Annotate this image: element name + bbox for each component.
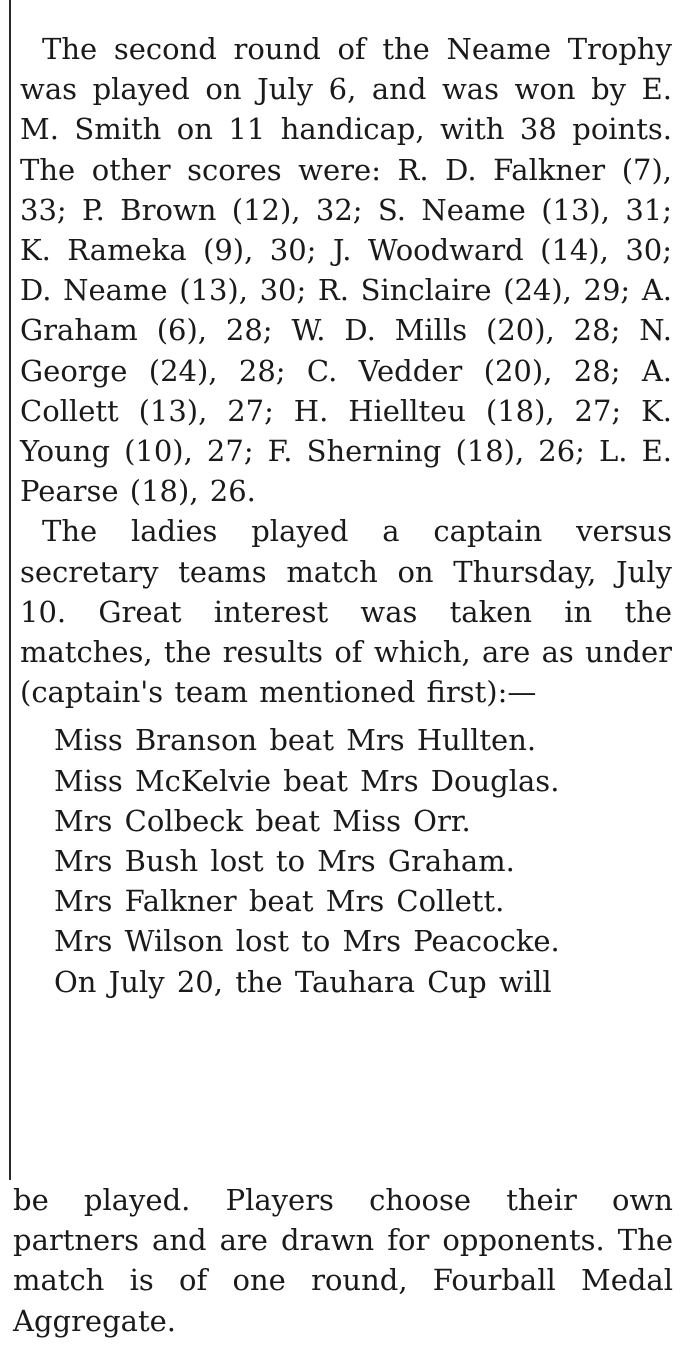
result-line: Mrs Falkner beat Mrs Collett. bbox=[54, 884, 505, 919]
paragraph-ladies-match: The ladies played a captain versus secretary teams match on Thursday, July 10. Great interest was taken in the matches, the results of which, are as under (captain's team mentioned first):— bbox=[20, 514, 672, 710]
paragraph-tauhara-cup: be played. Players choose their own partners and are drawn for opponents. The match is of one round, Fourball Medal Aggregate. bbox=[13, 1183, 673, 1338]
result-line: Miss Branson beat Mrs Hullten. bbox=[54, 723, 537, 758]
paragraph-tauhara-first-line: On July 20, the Tauhara Cup will bbox=[54, 964, 552, 999]
match-results-list bbox=[20, 720, 672, 961]
article-column bbox=[20, 29, 672, 1002]
column-rule bbox=[9, 0, 11, 1180]
result-line: Mrs Colbeck beat Miss Orr. bbox=[54, 803, 471, 838]
paragraph-neame-trophy: The second round of the Neame Trophy was played on July 6, and was won by E. M. Smith on 11 handicap, with 38 points. The other scores were: R. D. Falkner (7), 33; P. Brown (12), 32; S. Neame (13), 31; K. Rameka (9), 30; J. Woodward (14), 30; D. Neame (13), 30; R. Sinclaire (24), 29; A. Graham (6), 28; W. D. Mills (20), 28; N. George (24), 28; C. Vedder (20), 28; A. Collett (13), 27; H. Hiellteu (18), 27; K. Young (10), 27; F. Sherning (18), 26; L. E. Pearse (18), 26. bbox=[20, 32, 672, 509]
result-line: Miss McKelvie beat Mrs Douglas. bbox=[54, 763, 560, 798]
result-line: Mrs Bush lost to Mrs Graham. bbox=[54, 844, 515, 879]
result-line: Mrs Wilson lost to Mrs Peacocke. bbox=[54, 924, 560, 959]
